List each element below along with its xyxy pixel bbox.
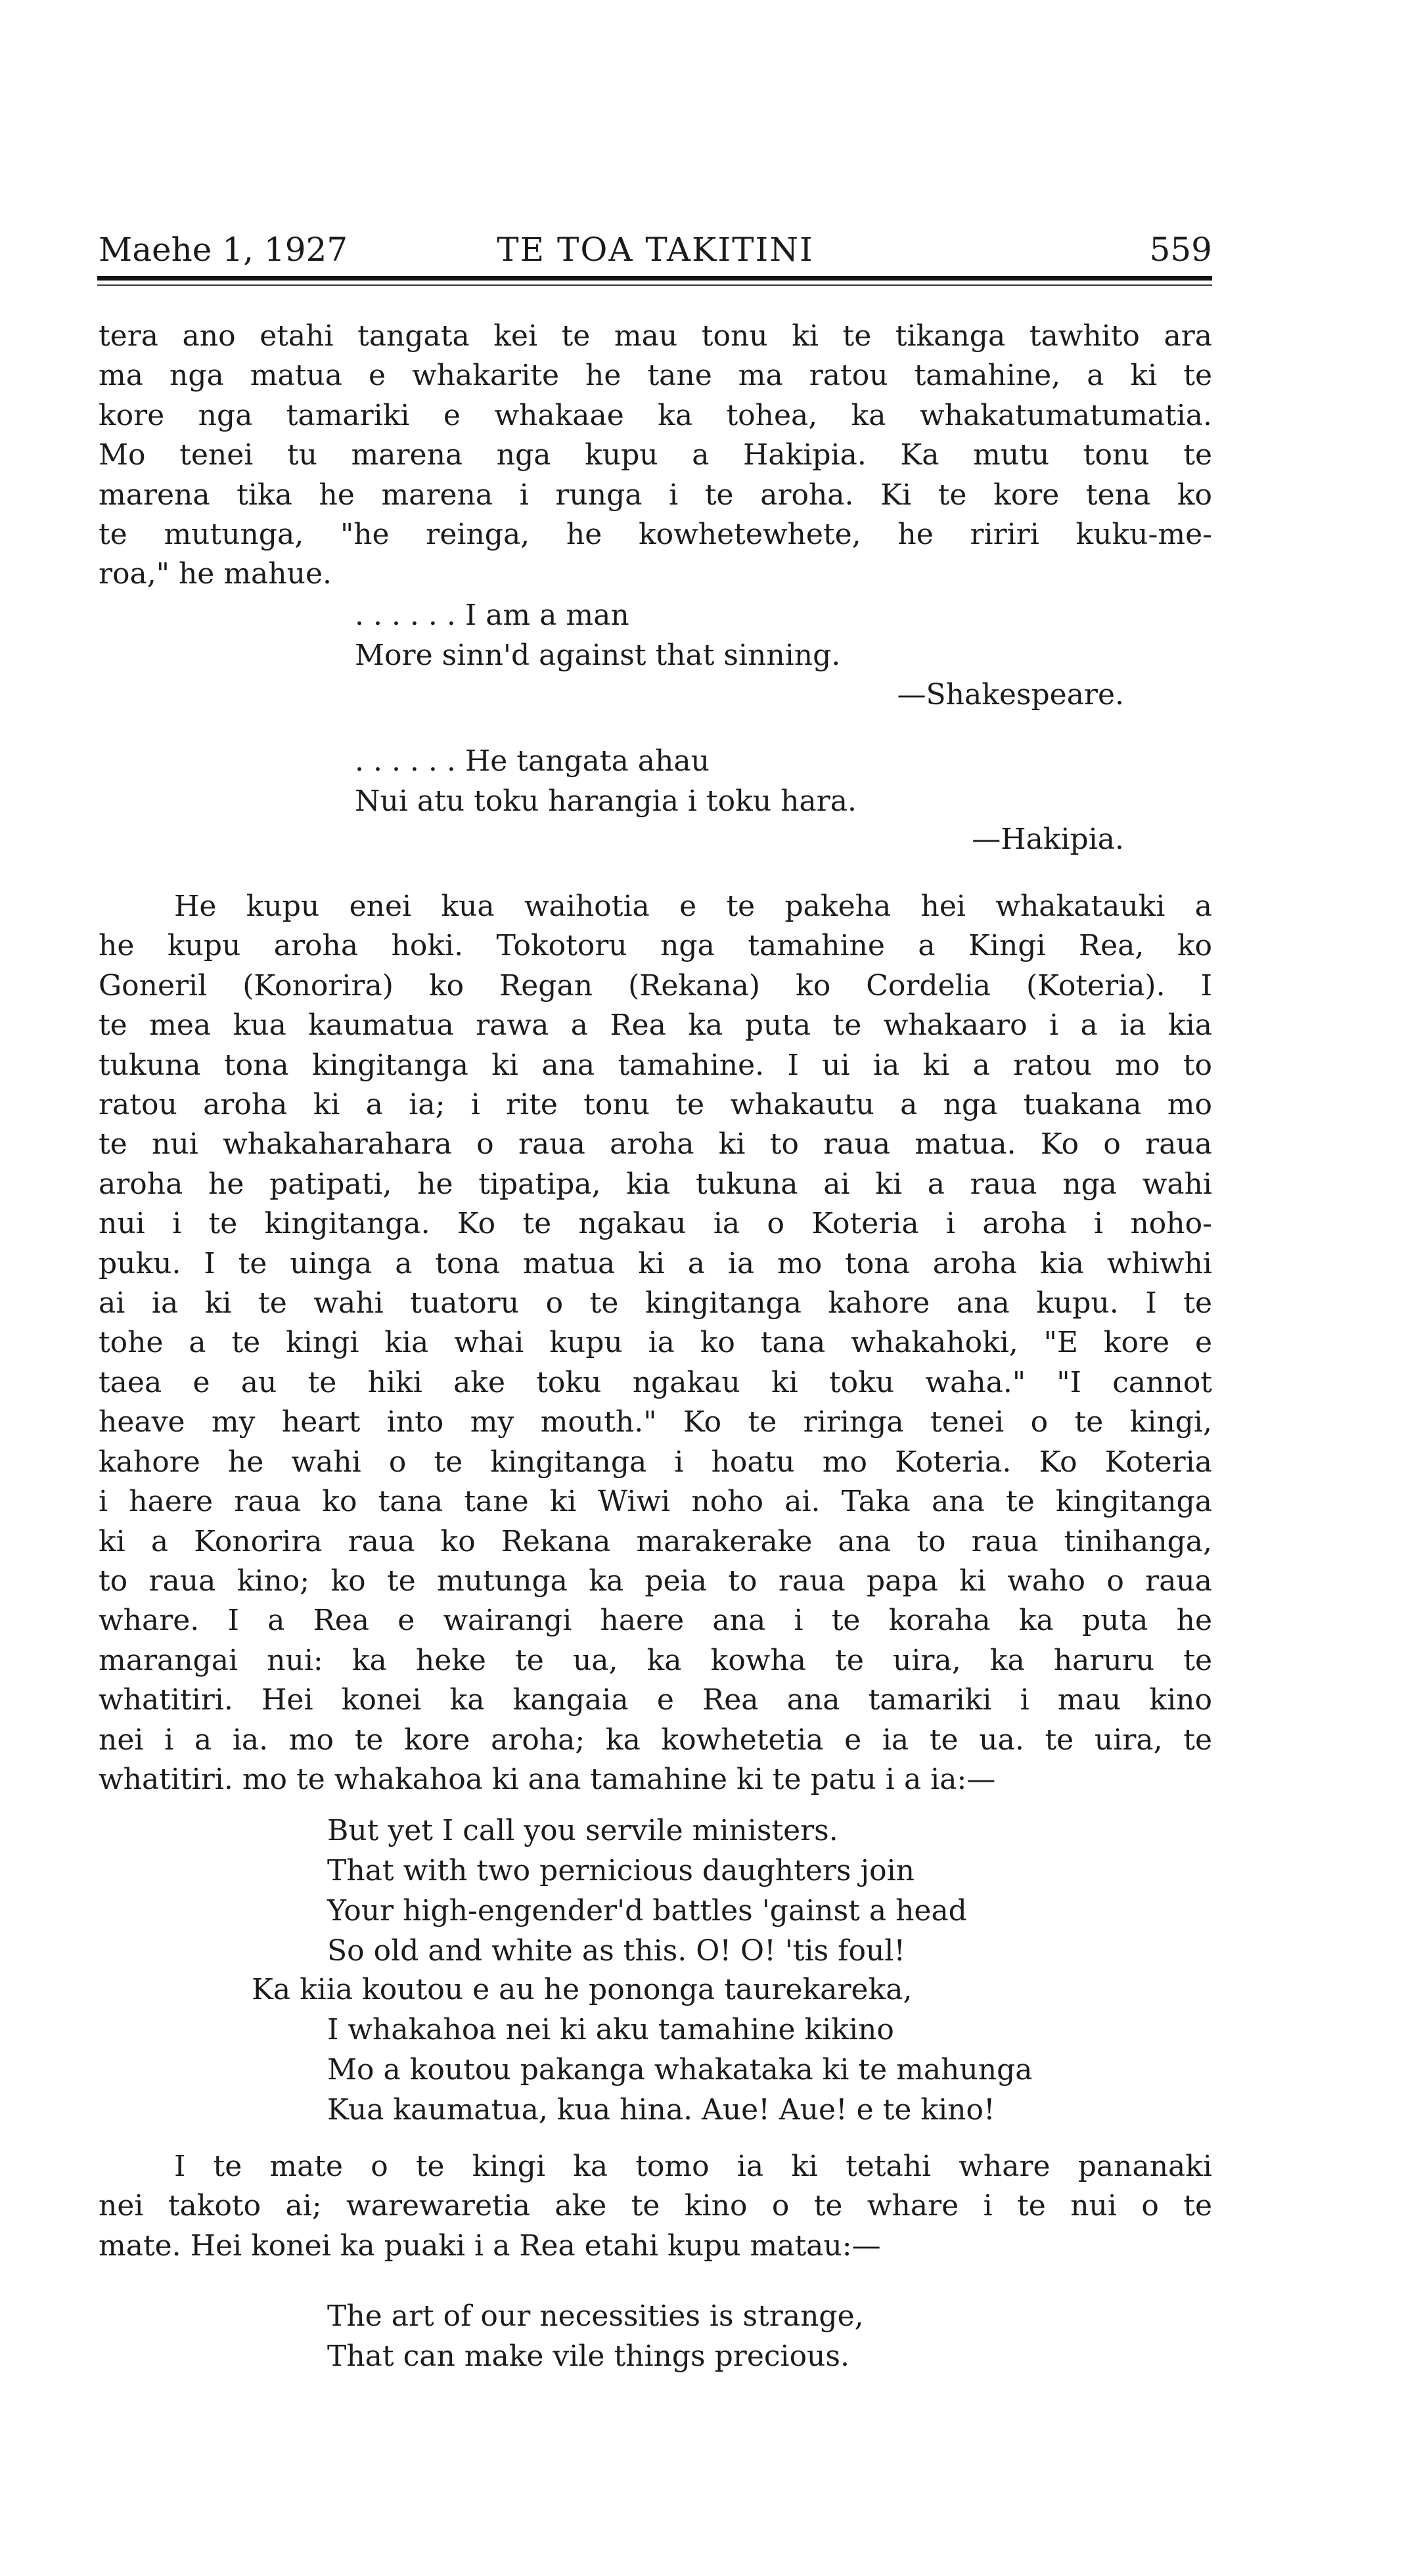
paragraph-1-line: Mo tenei tu marena nga kupu a Hakipia. Ka mutu tonu te (99, 438, 1212, 472)
paragraph-3-line: mate. Hei konei ka puaki i a Rea etahi kupu matau:— (99, 2228, 881, 2263)
paragraph-1-line: roa," he mahue. (99, 557, 332, 591)
paragraph-2-line: taea e au te hiki ake toku ngakau ki toku waha." "I cannot (99, 1365, 1212, 1399)
lear-verse-maori (252, 1970, 1032, 2130)
paragraph-2-line: ratou aroha ki a ia; i rite tonu te whakautu a nga tuakana mo (99, 1088, 1212, 1122)
paragraph-2 (99, 887, 1212, 1799)
paragraph-2-line: kahore he wahi o te kingitanga i hoatu mo Koteria. Ko Koteria (99, 1445, 1212, 1479)
paragraph-2-line: tohe a te kingi kia whai kupu ia ko tana whakahoki, "E kore e (99, 1326, 1212, 1360)
paragraph-1-line: tera ano etahi tangata kei te mau tonu ki te tikanga tawhito ara (99, 319, 1212, 353)
header-date: Maehe 1, 1927 (99, 231, 348, 269)
lear-verse-english (327, 1811, 967, 1971)
paragraph-2-line: ki a Konorira raua ko Rekana marakerake ana to raua tinihanga, (99, 1524, 1212, 1558)
closing-verse (327, 2296, 864, 2376)
paragraph-1-line: kore nga tamariki e whakaae ka tohea, ka whakatumatumatia. (99, 398, 1212, 432)
verse-line: That can make vile things precious. (327, 2339, 849, 2373)
verse-line: Your high-engender'd battles 'gainst a head (327, 1894, 967, 1928)
quote-line: . . . . . . I am a man (355, 599, 629, 632)
shakespeare-quote (355, 595, 840, 675)
quote-line: Nui atu toku harangia i toku hara. (355, 784, 857, 818)
quote-attribution-shakespeare: —Shakespeare. (897, 678, 1124, 712)
verse-line: The art of our necessities is strange, (327, 2299, 864, 2333)
paragraph-2-line: nei i a ia. mo te kore aroha; ka kowhetetia e ia te ua. te uira, te (99, 1723, 1212, 1757)
paragraph-3-line: I te mate o te kingi ka tomo ia ki tetahi whare pananaki (174, 2150, 1212, 2183)
running-header (99, 230, 1212, 269)
verse-line: But yet I call you servile ministers. (327, 1814, 838, 1847)
quote-line: More sinn'd against that sinning. (355, 639, 841, 672)
quote-line: . . . . . . He tangata ahau (355, 744, 710, 778)
paragraph-3-line: nei takoto ai; warewaretia ake te kino o te whare i te nui o te (99, 2189, 1212, 2223)
paragraph-2-line: te nui whakaharahara o raua aroha ki to raua matua. Ko o raua (99, 1127, 1212, 1162)
paragraph-3 (99, 2147, 1212, 2266)
verse-line: That with two pernicious daughters join (327, 1854, 915, 1887)
verse-line: Mo a koutou pakanga whakataka ki te mahunga (327, 2053, 1033, 2087)
paragraph-2-line: puku. I te uinga a tona matua ki a ia mo tona aroha kia whiwhi (99, 1246, 1212, 1280)
paragraph-1-line: marena tika he marena i runga i te aroha. Ki te kore tena ko (99, 478, 1212, 512)
paragraph-2-line: whare. I a Rea e wairangi haere ana i te koraha ka puta he (99, 1604, 1212, 1638)
verse-line: I whakahoa nei ki aku tamahine kikino (327, 2013, 894, 2046)
paragraph-2-line: he kupu aroha hoki. Tokotoru nga tamahine a Kingi Rea, ko (99, 929, 1212, 963)
verse-line: Kua kaumatua, kua hina. Aue! Aue! e te kino! (327, 2093, 995, 2127)
paragraph-2-line: te mea kua kaumatua rawa a Rea ka puta te whakaaro i a ia kia (99, 1008, 1212, 1043)
paragraph-2-line: whatitiri. mo te whakahoa ki ana tamahine ki te patu i a ia:— (99, 1762, 996, 1796)
paragraph-2-line: He kupu enei kua waihotia e te pakeha hei whakatauki a (174, 890, 1212, 923)
header-page-number: 559 (1149, 231, 1212, 269)
paragraph-2-line: ai ia ki te wahi tuatoru o te kingitanga kahore ana kupu. I te (99, 1286, 1212, 1321)
paragraph-2-line: whatitiri. Hei konei ka kangaia e Rea ana tamariki i mau kino (99, 1683, 1212, 1717)
header-rule-thick (97, 276, 1212, 281)
paragraph-2-line: tukuna tona kingitanga ki ana tamahine. I ui ia ki a ratou mo to (99, 1048, 1212, 1082)
paragraph-2-line: to raua kino; ko te mutunga ka peia to raua papa ki waho o raua (99, 1564, 1212, 1598)
header-rule-thin (97, 284, 1212, 286)
paragraph-2-line: i haere raua ko tana tane ki Wiwi noho ai. Taka ana te kingitanga (99, 1485, 1212, 1519)
paragraph-2-line: heave my heart into my mouth." Ko te riringa tenei o te kingi, (99, 1405, 1212, 1439)
paragraph-2-line: Goneril (Konorira) ko Regan (Rekana) ko Cordelia (Koteria). I (99, 968, 1212, 1003)
paragraph-1 (99, 317, 1212, 595)
header-title: TE TOA TAKITINI (497, 231, 814, 269)
paragraph-1-line: te mutunga, "he reinga, he kowhetewhete, he ririri kuku-me- (99, 518, 1212, 552)
paragraph-2-line: nui i te kingitanga. Ko te ngakau ia o Koteria i aroha i noho- (99, 1207, 1212, 1241)
paragraph-2-line: marangai nui: ka heke te ua, ka kowha te uira, ka haruru te (99, 1643, 1212, 1677)
hakipia-quote (355, 741, 857, 821)
verse-line: So old and white as this. O! O! 'tis foul! (327, 1934, 906, 1968)
paragraph-2-line: aroha he patipati, he tipatipa, kia tukuna ai ki a raua nga wahi (99, 1167, 1212, 1201)
verse-line: Ka kiia koutou e au he pononga taurekareka, (252, 1973, 913, 2006)
quote-attribution-hakipia: —Hakipia. (972, 823, 1124, 856)
paragraph-1-line: ma nga matua e whakarite he tane ma ratou tamahine, a ki te (99, 359, 1212, 393)
